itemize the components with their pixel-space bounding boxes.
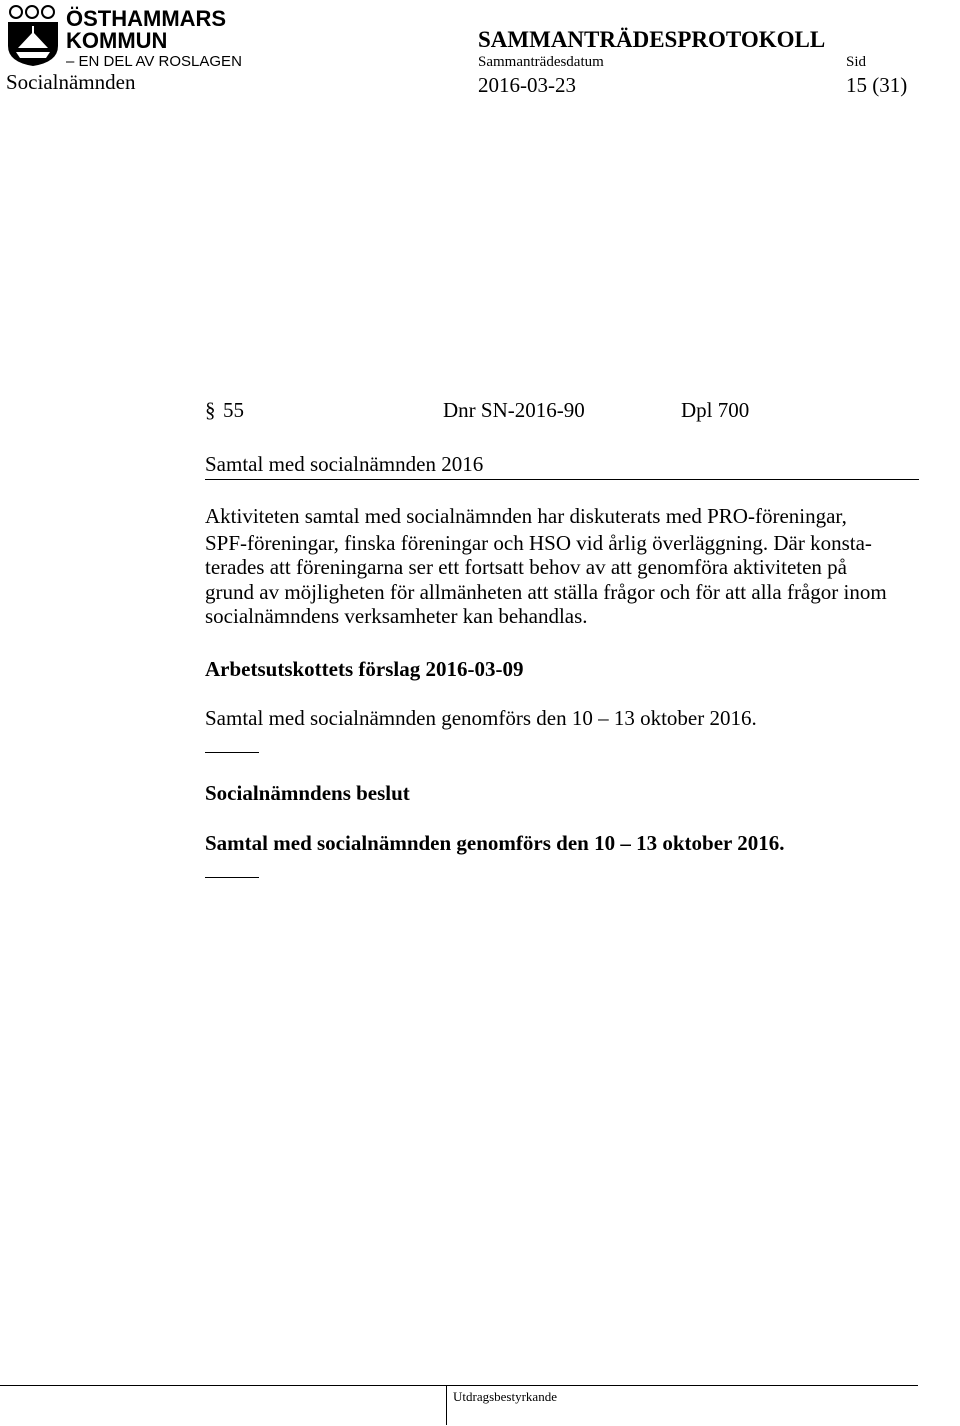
- paragraph-number: 55: [223, 398, 244, 422]
- protocol-title: SAMMANTRÄDESPROTOKOLL: [478, 27, 826, 52]
- subject-underline: [205, 479, 919, 480]
- section-divider: [205, 752, 259, 753]
- logo-line2: KOMMUN: [66, 28, 168, 53]
- coat-of-arms-icon: [4, 2, 242, 70]
- matter-subject: Samtal med socialnämnden 2016: [205, 452, 484, 476]
- section-divider: [205, 877, 259, 878]
- body-text-line: grund av möjligheten för allmänheten att ställa frågor och för att alla frågor inom: [205, 580, 887, 604]
- footer-divider: [446, 1385, 447, 1425]
- footer-rule: [0, 1385, 918, 1386]
- diary-number: Dnr SN-2016-90: [443, 398, 585, 422]
- proposal-text: Samtal med socialnämnden genomförs den 10 – 13 oktober 2016.: [205, 706, 757, 730]
- decision-text: Samtal med socialnämnden genomförs den 10 – 13 oktober 2016.: [205, 831, 785, 855]
- municipality-logo: [4, 2, 242, 70]
- certification-label: Utdragsbestyrkande: [453, 1389, 557, 1404]
- logo-tagline: – EN DEL AV ROSLAGEN: [66, 53, 242, 70]
- page-label: Sid: [846, 54, 867, 70]
- paragraph-reference: [205, 398, 925, 428]
- proposal-heading: Arbetsutskottets förslag 2016-03-09: [205, 657, 524, 681]
- body-text-line: SPF-föreningar, finska föreningar och HSO vid årlig överläggning. Där konsta-: [205, 531, 872, 555]
- filing-plan-number: Dpl 700: [681, 398, 750, 422]
- body-text-line: socialnämndens verksamheter kan behandlas.: [205, 604, 588, 628]
- meeting-date: 2016-03-23: [478, 73, 576, 97]
- page-number: 15 (31): [846, 73, 908, 97]
- decision-heading: Socialnämndens beslut: [205, 781, 410, 805]
- body-text-line: terades att föreningarna ser ett fortsatt behov av att genomföra aktiviteten på: [205, 555, 847, 579]
- meeting-date-label: Sammanträdesdatum: [478, 54, 604, 70]
- body-text-line: Aktiviteten samtal med socialnämnden har diskuterats med PRO-föreningar,: [205, 504, 847, 528]
- section-symbol: §: [205, 398, 216, 422]
- logo-line1: ÖSTHAMMARS: [66, 6, 227, 31]
- committee-name: Socialnämnden: [6, 70, 136, 94]
